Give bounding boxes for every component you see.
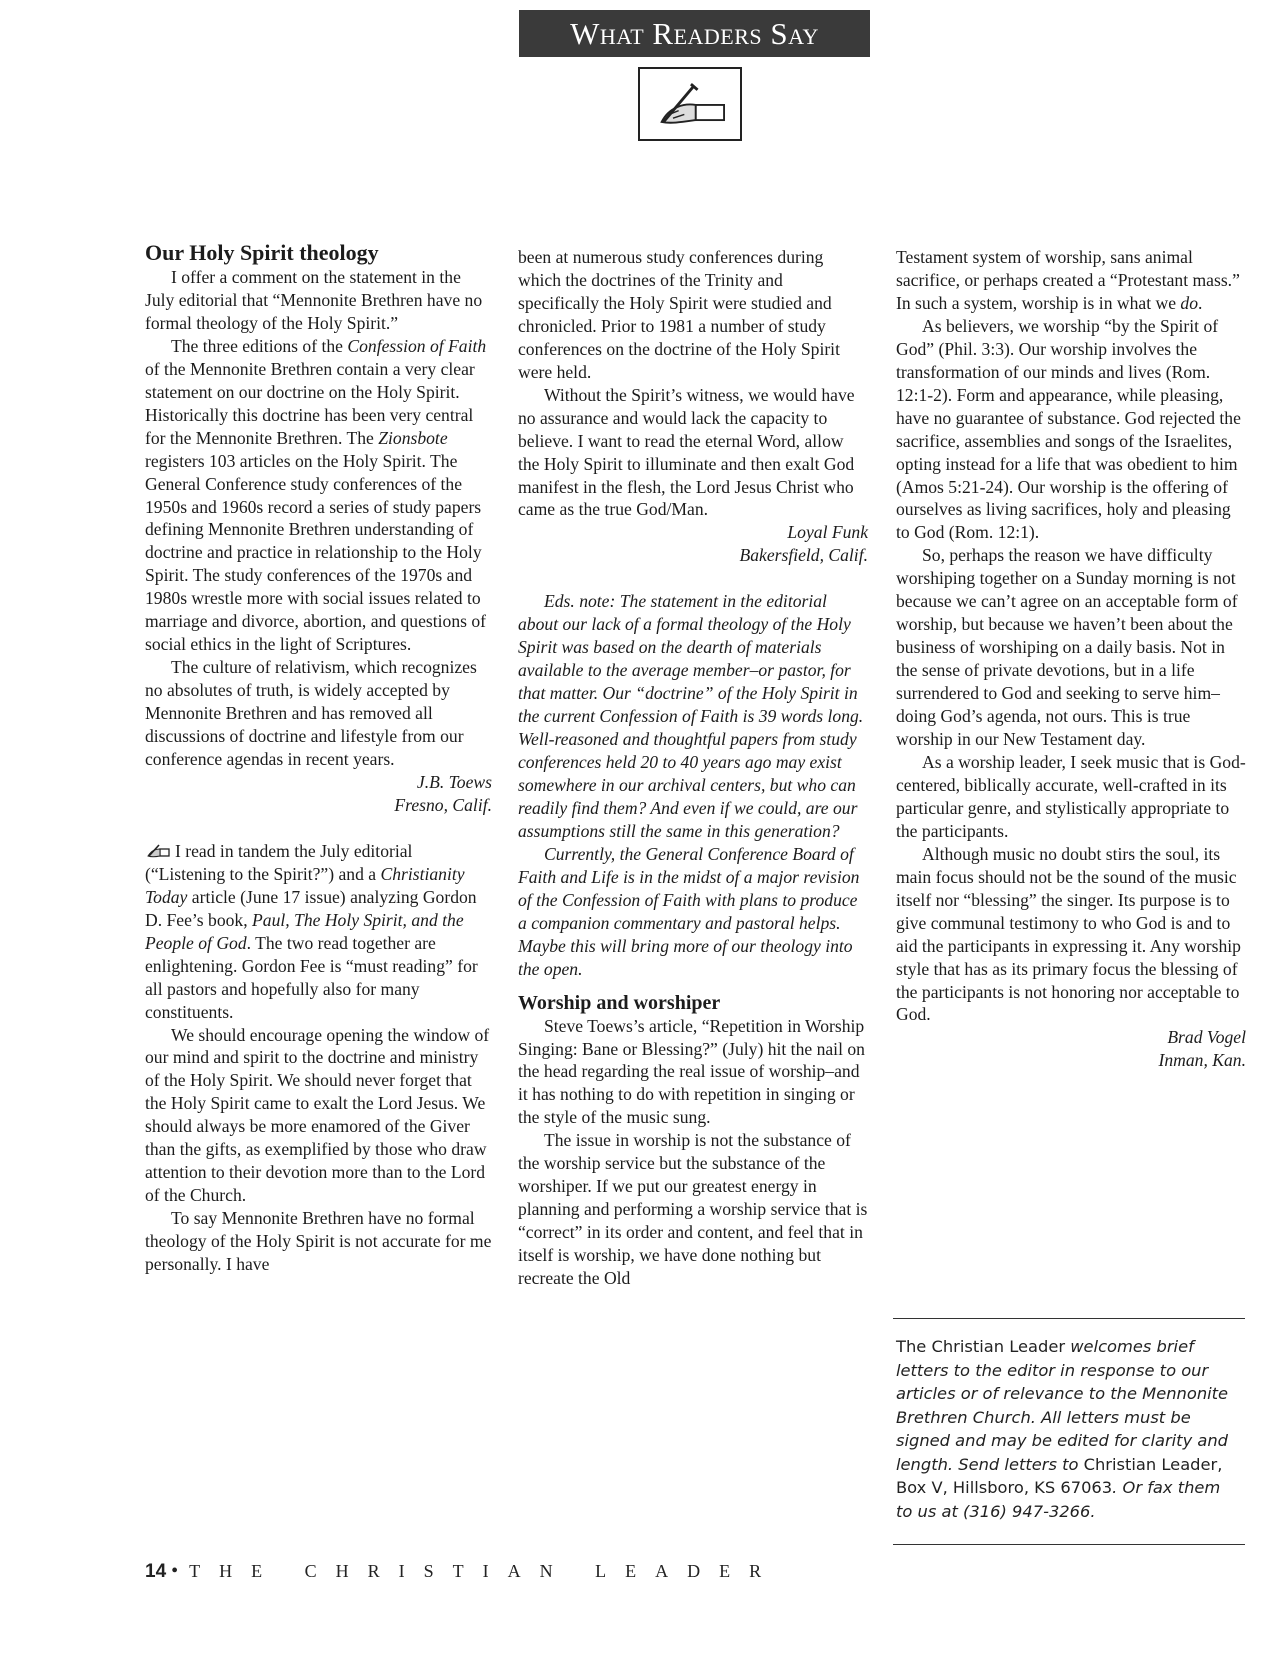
letter-paragraph: So, perhaps the reason we have difficulty worshiping together on a Sunday morning is not because we can’t agree on an acceptable form of worship, but because we haven’t been about the business of worshiping on a daily basis. Not in the sense of private devotions, but in a life surrendered to God and seeking to serve him–doing God’s agenda, not ours. This is true worship in our New Testament day. bbox=[896, 545, 1238, 750]
letter-paragraph: We should encourage opening the window of our mind and spirit to the doctrine and ministry of the Holy Spirit. We should never forget that the Holy Spirit came to exalt the Lord Jesus. We should always be more enamored of the Giver than the gifts, as exemplified by those who draw attention to their devotion more than to the Lord of the Church. bbox=[145, 1024, 490, 1206]
letter-paragraph: Although music no doubt stirs the soul, its main focus should not be the sound of the music itself nor “blessing” the singer. Its purpose is to give communal testimony to who God is and to aid the participants in expressing it. Any worship style that has as its primary focus the blessing of the participants is not honoring nor acceptable to God. bbox=[896, 843, 1241, 1025]
column-2 bbox=[518, 246, 868, 1290]
signature-place: Inman, Kan. bbox=[1158, 1050, 1246, 1071]
article-title-holy-spirit: Our Holy Spirit theology bbox=[145, 240, 379, 265]
letter-paragraph: As believers, we worship “by the Spirit of God” (Phil. 3:3). Our worship involves the transformation of our minds and lives (Rom. 12:1-2). Form and appearance, while pleasing, have no guarantee of substance. God rejected the sacrifice, assemblies and songs of the Israelites, opting instead for a life that was obedient to him (Amos 5:21-24). Our worship is the offering of ourselves as living sacrifices, holy and pleasing to God (Rom. 12:1). bbox=[896, 315, 1241, 543]
letter-paragraph: The issue in worship is not the substance of the worship service but the substance of the worshiper. If we put our greatest energy in planning and performing a worship service that is “correct” in its order and content, and feel that in itself is worship, we have done nothing but recreate the Old bbox=[518, 1130, 868, 1289]
footer-bullet: • bbox=[171, 1560, 179, 1582]
letters-policy: The Christian Leader welcomes brief letters to the editor in response to our articles or of relevance to the Mennonite Brethren Church. All letters must be signed and may be edited for clarity and length. Send letters to Christian Leader, Box V, Hillsboro, KS 67063. Or fax them to us at (316) 947-3266. bbox=[896, 1337, 1229, 1521]
letter-paragraph: To say Mennonite Brethren have no formal theology of the Holy Spirit is not accurate for me personally. I have bbox=[145, 1208, 492, 1275]
letter-paragraph: I read in tandem the July editorial (“Listening to the Spirit?”) and a Christianity Today article (June 17 issue) analyzing Gordon D. Fee’s book, Paul, The Holy Spirit, and the People of God. The two read together are enlightening. Gordon Fee is “must reading” for all pastors and hopefully also for many constituents. bbox=[145, 840, 478, 1022]
signature-name: Loyal Funk bbox=[787, 522, 868, 543]
signature-place: Bakersfield, Calif. bbox=[739, 545, 868, 566]
letter-paragraph: been at numerous study conferences during which the doctrines of the Trinity and specifically the Holy Spirit were studied and chronicled. Prior to 1981 a number of study conferences on the doctrine of the Holy Spirit were held. bbox=[518, 247, 840, 382]
divider bbox=[893, 1544, 1245, 1545]
letter-paragraph: Steve Toews’s article, “Repetition in Worship Singing: Bane or Blessing?” (July) hit the nail on the head regarding the real issue of worship–and it has nothing to do with repetition in singing or the style of the music sung. bbox=[518, 1015, 865, 1128]
letter-paragraph: I offer a comment on the statement in the July editorial that “Mennonite Brethren have no formal theology of the Holy Spirit.” bbox=[145, 267, 483, 333]
editors-note: Eds. note: The statement in the editorial about our lack of a formal theology of the Holy Spirit was based on the dearth of materials available to the average member–or pastor, for that matter. Our “doctrine” of the Holy Spirit in the current Confession of Faith is 39 words long. Well-reasoned and thoughtful papers from study conferences held 20 to 40 years ago may exist somewhere in our archival centers, but who can readily find them? And even if we could, are our assumptions still the same in this generation? bbox=[518, 591, 864, 841]
column-3 bbox=[896, 246, 1246, 1072]
letter-paragraph: As a worship leader, I seek music that is God-centered, biblically accurate, well-crafted in its particular genre, and stylistically appropriate to the participants. bbox=[896, 751, 1246, 841]
writing-hand-icon bbox=[638, 67, 742, 141]
signature-name: J.B. Toews bbox=[416, 771, 492, 792]
magazine-name: THE CHRISTIAN LEADER bbox=[189, 1561, 781, 1581]
column-1 bbox=[145, 240, 492, 1276]
writing-hand-graphic bbox=[640, 69, 740, 139]
letter-paragraph: The three editions of the Confession of Faith of the Mennonite Brethren contain a very clear statement on our doctrine on the Holy Spirit. Historically this doctrine has been very central for the Mennonite Brethren. The Zionsbote registers 103 articles on the Holy Spirit. The General Conference study conferences of the 1950s and 1960s record a series of study papers defining Mennonite Brethren understanding of doctrine and practice in relationship to the Holy Spirit. The study conferences of the 1970s and 1980s wrestle more with social issues related to marriage and divorce, abortion, and questions of social ethics in the light of Scriptures. bbox=[145, 335, 487, 655]
letter-paragraph: Without the Spirit’s witness, we would have no assurance and would lack the capacity to believe. I want to read the eternal Word, allow the Holy Spirit to illuminate and then exalt God manifest in the flesh, the Lord Jesus Christ who came as the true God/Man. bbox=[518, 384, 855, 520]
divider bbox=[893, 1318, 1245, 1319]
article-title-worship: Worship and worshiper bbox=[518, 991, 721, 1014]
letter-paragraph: Testament system of worship, sans animal sacrifice, or perhaps created a “Protestant mass.” In such a system, worship is in what we do. bbox=[896, 247, 1240, 313]
editors-note: Currently, the General Conference Board of Faith and Life is in the midst of a major revision of the Confession of Faith with plans to produce a companion commentary and pastoral helps. Maybe this will bring more of our theology into the open. bbox=[518, 843, 860, 979]
section-banner: What Readers Say bbox=[519, 10, 870, 57]
signature-place: Fresno, Calif. bbox=[394, 794, 492, 815]
writing-hand-icon bbox=[145, 843, 171, 859]
page-number: 14 bbox=[145, 1561, 167, 1582]
signature-name: Brad Vogel bbox=[1167, 1027, 1246, 1048]
page-footer bbox=[145, 1560, 780, 1583]
letter-paragraph: The culture of relativism, which recognizes no absolutes of truth, is widely accepted by Mennonite Brethren and has removed all discussions of doctrine and lifestyle from our conference agendas in recent years. bbox=[145, 657, 477, 770]
